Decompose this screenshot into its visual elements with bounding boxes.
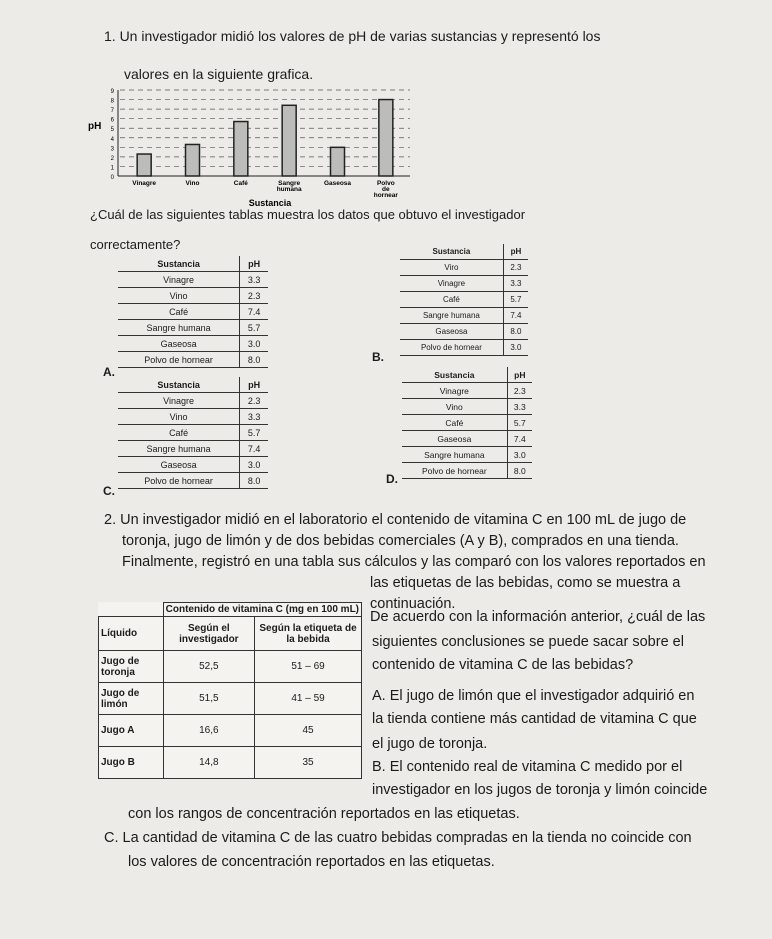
table-cell: 3.0 [503, 340, 528, 356]
table-cell: Sangre humana [402, 447, 507, 463]
y-tick-label: 2 [110, 155, 114, 162]
table-header: pH [240, 377, 268, 393]
table-header: Sustancia [118, 256, 240, 272]
table-cell: Polvo de hornear [400, 340, 503, 356]
table-header: Sustancia [118, 377, 240, 393]
table-cell: 3.3 [507, 399, 532, 415]
q2-line8: contenido de vitamina C de las bebidas? [372, 657, 634, 673]
table-cell: 16,6 [163, 715, 254, 747]
table-cell: 3.3 [240, 409, 268, 425]
table-cell: Polvo de hornear [118, 352, 240, 368]
y-tick-label: 5 [110, 127, 114, 134]
x-category-label: Gaseosa [323, 180, 352, 187]
q2-option-b-line1[interactable]: B. El contenido real de vitamina C medido por el [372, 759, 683, 775]
table-cell: Jugo de limón [99, 683, 164, 715]
table-cell: 5.7 [240, 425, 268, 441]
y-tick-label: 7 [110, 108, 114, 115]
col-header-label: Según la etiqueta de la bebida [255, 617, 362, 651]
table-cell: Vino [118, 409, 240, 425]
col-header-liquid: Líquido [99, 617, 164, 651]
option-a-letter[interactable]: A. [103, 365, 115, 379]
option-c-letter[interactable]: C. [103, 484, 115, 498]
table-cell: Polvo de hornear [118, 473, 240, 489]
y-tick-label: 6 [110, 117, 114, 124]
vitamin-c-table-title: Contenido de vitamina C (mg en 100 mL) [163, 603, 361, 617]
y-tick-label: 4 [110, 136, 114, 143]
y-tick-label: 8 [110, 98, 114, 105]
q2-option-c-line2: los valores de concentración reportados en las etiquetas. [128, 854, 495, 870]
option-a-table [118, 256, 268, 368]
q2-line4: las etiquetas de las bebidas, como se muestra a [370, 575, 681, 591]
table-cell: 7.4 [240, 441, 268, 457]
table-cell: Vinagre [118, 272, 240, 288]
table-header: pH [507, 367, 532, 383]
table-cell: Jugo B [99, 747, 164, 779]
table-cell: 2.3 [507, 383, 532, 399]
table-cell: Café [118, 304, 240, 320]
table-cell: 2.3 [503, 260, 528, 276]
table-cell: 35 [255, 747, 362, 779]
q1-line2: valores en la siguiente grafica. [124, 66, 314, 82]
table-cell: Sangre humana [400, 308, 503, 324]
table-cell: Gaseosa [118, 457, 240, 473]
y-tick-label: 0 [110, 175, 114, 181]
table-cell: Café [402, 415, 507, 431]
q2-line5: continuación. [370, 596, 456, 612]
x-category-label: Polvo de hornear [373, 180, 398, 199]
table-cell: Vino [402, 399, 507, 415]
table-header: pH [240, 256, 268, 272]
table-cell: Jugo A [99, 715, 164, 747]
table-cell: Viro [400, 260, 503, 276]
table-cell: 5.7 [507, 415, 532, 431]
table-cell: Café [118, 425, 240, 441]
table-cell: Gaseosa [118, 336, 240, 352]
table-cell: 51,5 [163, 683, 254, 715]
table-cell: 2.3 [240, 393, 268, 409]
table-header: Sustancia [402, 367, 507, 383]
table-cell: 45 [255, 715, 362, 747]
q2-option-b-line2: investigador en los jugos de toronja y limón coincide [372, 782, 708, 798]
table-cell: Café [400, 292, 503, 308]
q1-question-line2: correctamente? [90, 237, 181, 252]
option-b-table [400, 244, 528, 356]
chart-ylabel: pH [88, 121, 102, 132]
q2-option-a-line1[interactable]: A. El jugo de limón que el investigador adquirió en [372, 688, 695, 704]
q2-line2: toronja, jugo de limón y de dos bebidas comerciales (A y B), comprados en una tienda. [122, 533, 679, 549]
q2-line7: siguientes conclusiones se puede sacar sobre el [372, 634, 684, 650]
table-cell: 14,8 [163, 747, 254, 779]
table-cell: 8.0 [240, 352, 268, 368]
q2-option-c-line1[interactable]: C. La cantidad de vitamina C de las cuatro bebidas compradas en la tienda no coincide con [104, 830, 692, 846]
table-cell: Polvo de hornear [402, 463, 507, 479]
col-header-investigator: Según el investigador [163, 617, 254, 651]
table-cell: Vino [118, 288, 240, 304]
q2-line1: 2. Un investigador midió en el laboratorio el contenido de vitamina C en 100 mL de jugo de [104, 512, 687, 528]
q2-line3: Finalmente, registró en una tabla sus cálculos y las comparó con los valores reportados en [122, 554, 706, 570]
table-blank [99, 603, 164, 617]
table-cell: Gaseosa [402, 431, 507, 447]
table-cell: 8.0 [503, 324, 528, 340]
y-tick-label: 1 [110, 165, 114, 172]
ph-bar-chart [80, 82, 420, 212]
table-cell: 52,5 [163, 651, 254, 683]
option-c-table [118, 377, 268, 489]
table-cell: 5.7 [240, 320, 268, 336]
table-cell: 3.3 [503, 276, 528, 292]
option-d-table [402, 367, 532, 479]
table-cell: 8.0 [240, 473, 268, 489]
bar [186, 144, 200, 176]
table-cell: 5.7 [503, 292, 528, 308]
option-b-letter[interactable]: B. [372, 350, 384, 364]
table-cell: Sangre humana [118, 441, 240, 457]
table-cell: Vinagre [400, 276, 503, 292]
table-cell: 7.4 [503, 308, 528, 324]
table-cell: Gaseosa [400, 324, 503, 340]
x-category-label: Café [233, 180, 248, 187]
chart-xlabel: Sustancia [248, 198, 292, 208]
y-tick-label: 9 [110, 89, 114, 95]
y-tick-label: 3 [110, 146, 114, 153]
q2-option-b-line3: con los rangos de concentración reportados en las etiquetas. [128, 806, 520, 822]
table-header: Sustancia [400, 244, 503, 260]
option-d-letter[interactable]: D. [386, 472, 398, 486]
table-cell: 7.4 [507, 431, 532, 447]
table-cell: 51 – 69 [255, 651, 362, 683]
table-cell: 41 – 59 [255, 683, 362, 715]
bar [282, 105, 296, 176]
q2-option-a-line3: el jugo de toronja. [372, 736, 488, 752]
table-cell: 8.0 [507, 463, 532, 479]
bar [379, 100, 393, 176]
table-cell: 3.0 [507, 447, 532, 463]
table-cell: 2.3 [240, 288, 268, 304]
table-cell: 3.0 [240, 457, 268, 473]
table-cell: 3.3 [240, 272, 268, 288]
bar [234, 122, 248, 176]
q2-line6: De acuerdo con la información anterior, ¿cuál de las [370, 609, 706, 625]
table-cell: Vinagre [118, 393, 240, 409]
x-category-label: Vinagre [132, 180, 157, 187]
q2-option-a-line2: la tienda contiene más cantidad de vitamina C que [372, 711, 697, 727]
bar [137, 154, 151, 176]
table-cell: Vinagre [402, 383, 507, 399]
bar [331, 147, 345, 176]
x-category-label: Sangre humana [276, 180, 302, 193]
table-cell: Sangre humana [118, 320, 240, 336]
q1-line1: 1. Un investigador midió los valores de pH de varias sustancias y representó los [104, 28, 601, 44]
table-cell: 3.0 [240, 336, 268, 352]
q1-question-line1: ¿Cuál de las siguientes tablas muestra los datos que obtuvo el investigador [90, 207, 526, 222]
table-cell: 7.4 [240, 304, 268, 320]
table-header: pH [503, 244, 528, 260]
vitamin-c-table [98, 602, 362, 779]
table-cell: Jugo de toronja [99, 651, 164, 683]
x-category-label: Vino [185, 180, 200, 187]
